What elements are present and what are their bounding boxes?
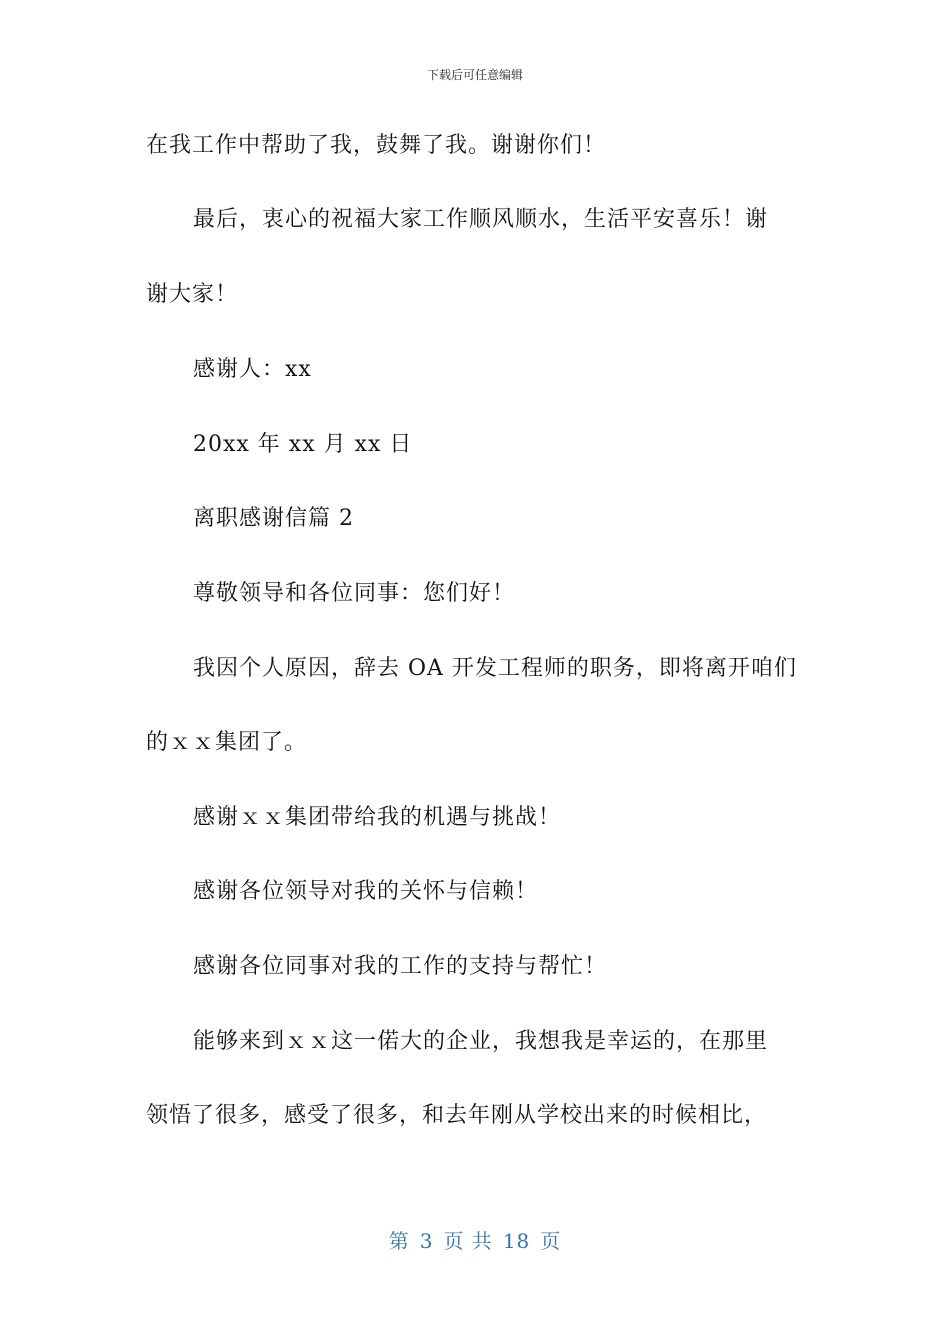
salutation: 尊敬领导和各位同事：您们好！ xyxy=(193,581,516,606)
text-line: 谢大家！ xyxy=(146,282,239,307)
text-line: 感谢各位领导对我的关怀与信赖！ xyxy=(193,879,539,904)
footer-page-number: 3 xyxy=(419,1229,434,1253)
page-header: 下载后可任意编辑 xyxy=(426,68,523,82)
date-line: 20xx 年 xx 月 xx 日 xyxy=(193,432,413,457)
text-line: 领悟了很多，感受了很多，和去年刚从学校出来的时候相比， xyxy=(146,1103,768,1128)
text-line: 在我工作中帮助了我，鼓舞了我。谢谢你们！ xyxy=(146,133,607,158)
text-line: 的ｘｘ集团了。 xyxy=(146,730,308,755)
text-line: 感谢ｘｘ集团带给我的机遇与挑战！ xyxy=(193,805,562,830)
section-title: 离职感谢信篇 2 xyxy=(193,506,354,531)
text-line: 感谢人：xx xyxy=(193,357,312,382)
page-footer xyxy=(0,1225,950,1254)
footer-total-pages: 18 xyxy=(502,1229,531,1253)
text-line: 我因个人原因，辞去 OA 开发工程师的职务，即将离开咱们 xyxy=(193,656,797,681)
text-line: 能够来到ｘｘ这一偌大的企业，我想我是幸运的，在那里 xyxy=(193,1029,769,1054)
footer-suffix: 页 xyxy=(540,1229,562,1253)
text-line: 最后，衷心的祝福大家工作顺风顺水，生活平安喜乐！谢 xyxy=(193,207,769,232)
footer-middle: 页 共 xyxy=(443,1229,493,1253)
text-line: 感谢各位同事对我的工作的支持与帮忙！ xyxy=(193,954,608,979)
footer-prefix: 第 xyxy=(388,1229,410,1253)
